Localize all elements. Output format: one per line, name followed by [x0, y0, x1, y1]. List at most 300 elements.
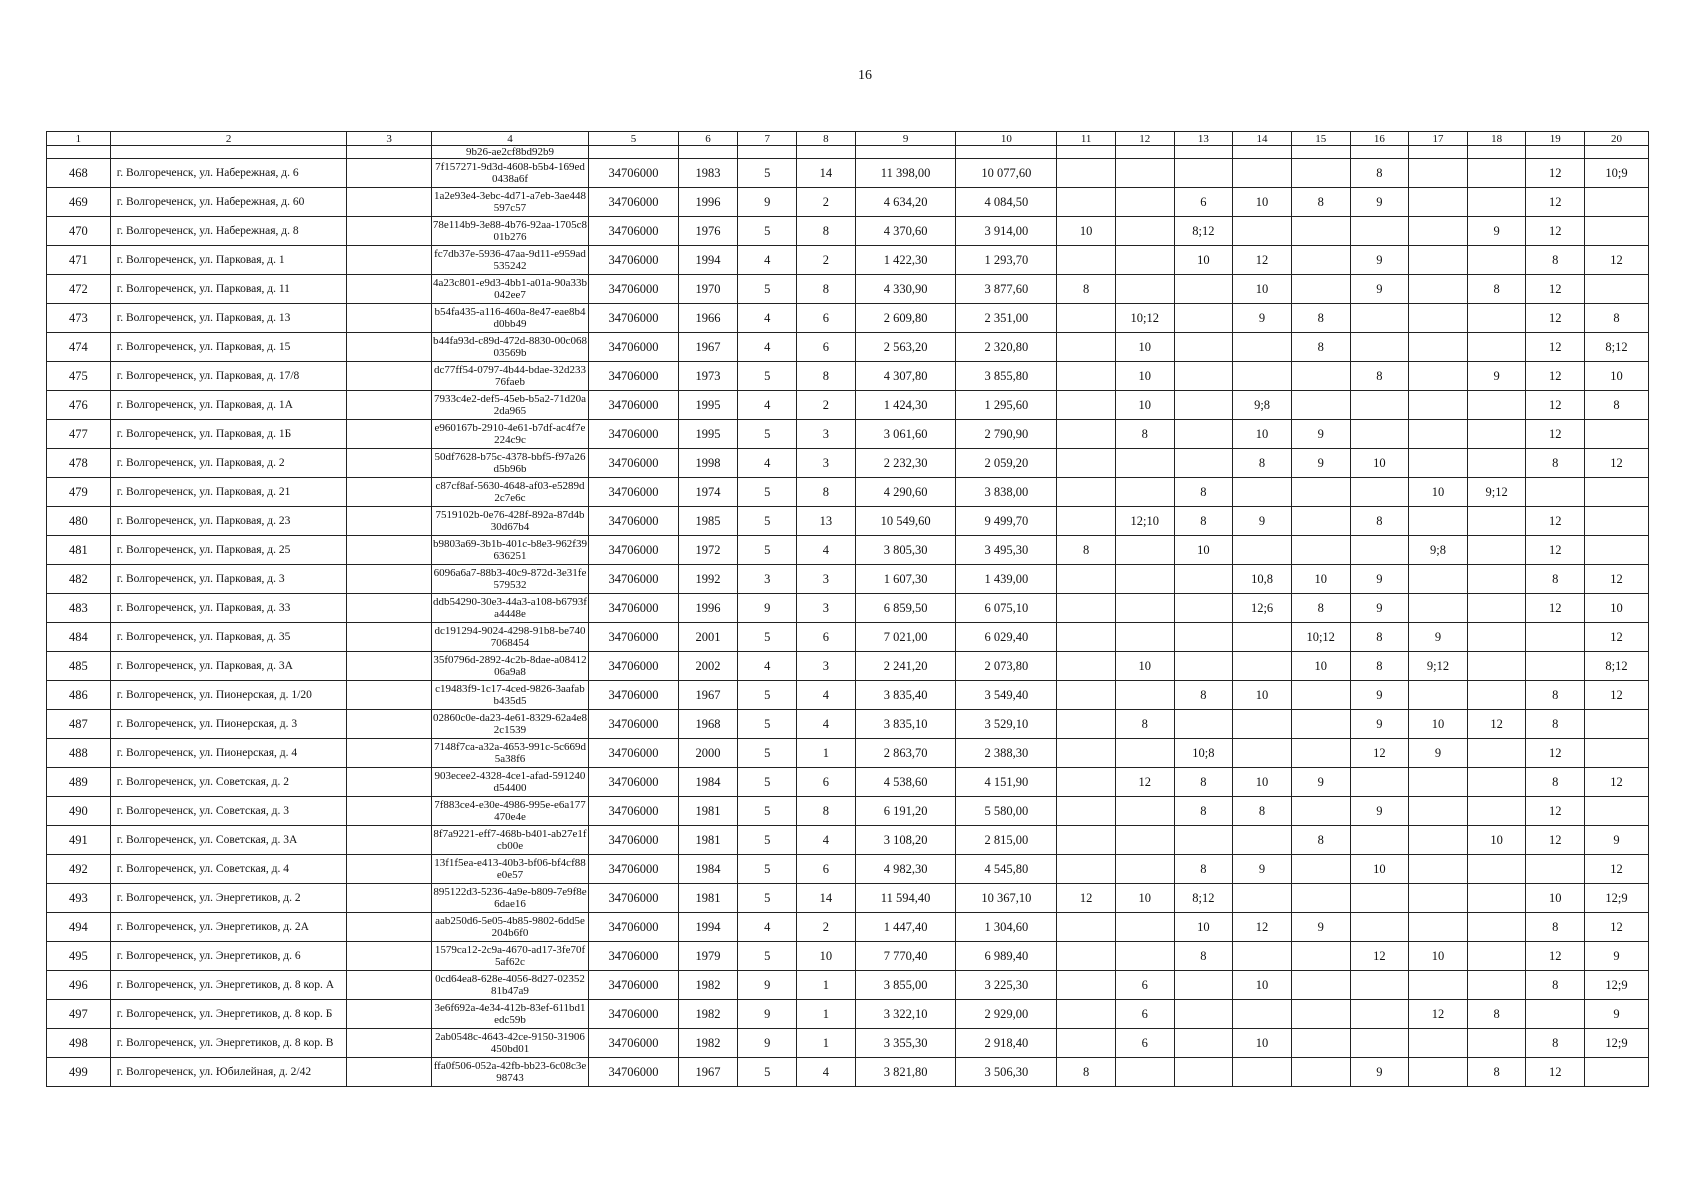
- table-cell: [1467, 449, 1526, 478]
- residential-area-cell: 3 549,40: [956, 681, 1057, 710]
- table-cell: [1174, 826, 1233, 855]
- table-cell: [347, 188, 431, 217]
- table-cell: [1409, 884, 1468, 913]
- year-cell: 1974: [678, 478, 738, 507]
- table-cell: [1174, 594, 1233, 623]
- entrances-cell: 14: [797, 884, 856, 913]
- residential-area-cell: 4 151,90: [956, 768, 1057, 797]
- oktmo-cell: 34706000: [589, 420, 679, 449]
- table-cell: [1291, 1058, 1350, 1087]
- table-cell: 12: [1526, 420, 1585, 449]
- table-cell: 9: [1409, 623, 1468, 652]
- floors-cell: 4: [738, 246, 797, 275]
- table-cell: 9: [1233, 855, 1292, 884]
- table-cell: [1057, 333, 1116, 362]
- year-cell: 1967: [678, 681, 738, 710]
- table-cell: [1409, 304, 1468, 333]
- total-area-cell: 3 821,80: [855, 1058, 956, 1087]
- total-area-cell: 3 061,60: [855, 420, 956, 449]
- table-cell: 8: [1291, 304, 1350, 333]
- table-cell: [1174, 362, 1233, 391]
- table-cell: [1467, 681, 1526, 710]
- year-cell: 1985: [678, 507, 738, 536]
- residential-area-cell: 3 877,60: [956, 275, 1057, 304]
- entrances-cell: 10: [797, 942, 856, 971]
- row-number-cell: 484: [47, 623, 111, 652]
- table-cell: [1409, 333, 1468, 362]
- table-cell: [1057, 146, 1116, 159]
- guid-cell: 7f883ce4-e30e-4986-995e-e6a177470e4e: [431, 797, 588, 826]
- table-cell: [1409, 913, 1468, 942]
- table-cell: [1409, 275, 1468, 304]
- table-cell: 10;12: [1291, 623, 1350, 652]
- floors-cell: 9: [738, 1029, 797, 1058]
- year-cell: 1992: [678, 565, 738, 594]
- table-cell: [1291, 362, 1350, 391]
- year-cell: 1968: [678, 710, 738, 739]
- row-number-cell: 494: [47, 913, 111, 942]
- table-row: [47, 420, 1649, 449]
- table-cell: 12: [1526, 942, 1585, 971]
- table-cell: [1409, 1029, 1468, 1058]
- address-cell: г. Волгореченск, ул. Парковая, д. 17/8: [110, 362, 347, 391]
- table-cell: [1526, 623, 1585, 652]
- table-cell: [1409, 188, 1468, 217]
- floors-cell: 9: [738, 594, 797, 623]
- column-header: 2: [110, 132, 347, 146]
- table-cell: [1057, 826, 1116, 855]
- table-cell: [1585, 797, 1649, 826]
- table-cell: 9: [1291, 768, 1350, 797]
- address-cell: г. Волгореченск, ул. Энергетиков, д. 8 кор. А: [110, 971, 347, 1000]
- table-row: [47, 768, 1649, 797]
- table-cell: 8: [1057, 536, 1116, 565]
- address-cell: г. Волгореченск, ул. Парковая, д. 1А: [110, 391, 347, 420]
- table-cell: 10: [1233, 188, 1292, 217]
- table-row: [47, 217, 1649, 246]
- table-cell: [1291, 507, 1350, 536]
- residential-area-cell: 4 545,80: [956, 855, 1057, 884]
- table-cell: [1291, 159, 1350, 188]
- entrances-cell: 14: [797, 159, 856, 188]
- year-cell: 1979: [678, 942, 738, 971]
- floors-cell: 5: [738, 159, 797, 188]
- table-cell: 12: [1526, 333, 1585, 362]
- table-cell: [1409, 420, 1468, 449]
- table-cell: 8: [1174, 797, 1233, 826]
- guid-cell: c87cf8af-5630-4648-af03-e5289d2c7e6c: [431, 478, 588, 507]
- table-cell: 12: [1526, 304, 1585, 333]
- year-cell: 1995: [678, 391, 738, 420]
- table-cell: [1467, 739, 1526, 768]
- table-cell: 12: [1115, 768, 1174, 797]
- oktmo-cell: 34706000: [589, 304, 679, 333]
- table-cell: 12: [1526, 739, 1585, 768]
- residential-area-cell: 3 495,30: [956, 536, 1057, 565]
- entrances-cell: 1: [797, 971, 856, 1000]
- residential-area-cell: 1 295,60: [956, 391, 1057, 420]
- table-cell: [1115, 536, 1174, 565]
- entrances-cell: 3: [797, 652, 856, 681]
- row-number-cell: 487: [47, 710, 111, 739]
- table-row: [47, 739, 1649, 768]
- table-cell: [1291, 942, 1350, 971]
- residential-area-cell: 3 855,80: [956, 362, 1057, 391]
- table-cell: [1467, 188, 1526, 217]
- table-cell: 10: [1233, 971, 1292, 1000]
- table-cell: [347, 362, 431, 391]
- table-cell: [347, 217, 431, 246]
- table-cell: 12: [1526, 188, 1585, 217]
- table-cell: 10: [1115, 884, 1174, 913]
- table-row: [47, 942, 1649, 971]
- table-cell: [797, 146, 856, 159]
- floors-cell: 3: [738, 565, 797, 594]
- table-cell: 8: [1350, 362, 1409, 391]
- entrances-cell: 4: [797, 681, 856, 710]
- table-cell: 8: [1174, 507, 1233, 536]
- table-cell: [1526, 1000, 1585, 1029]
- address-cell: г. Волгореченск, ул. Парковая, д. 1Б: [110, 420, 347, 449]
- table-cell: [1174, 971, 1233, 1000]
- table-cell: [1350, 536, 1409, 565]
- oktmo-cell: 34706000: [589, 188, 679, 217]
- table-cell: [347, 1029, 431, 1058]
- table-cell: 10: [1174, 536, 1233, 565]
- table-cell: [1057, 246, 1116, 275]
- table-cell: [1467, 971, 1526, 1000]
- table-cell: 8: [1233, 449, 1292, 478]
- table-cell: [347, 739, 431, 768]
- housing-register-table: [46, 131, 1649, 1087]
- residential-area-cell: 3 225,30: [956, 971, 1057, 1000]
- total-area-cell: 1 607,30: [855, 565, 956, 594]
- address-cell: г. Волгореченск, ул. Пионерская, д. 4: [110, 739, 347, 768]
- table-cell: 10: [1057, 217, 1116, 246]
- floors-cell: 5: [738, 507, 797, 536]
- table-cell: 8: [1291, 594, 1350, 623]
- table-cell: 8: [1585, 304, 1649, 333]
- table-cell: 10: [1585, 594, 1649, 623]
- total-area-cell: 3 835,10: [855, 710, 956, 739]
- entrances-cell: 8: [797, 362, 856, 391]
- table-cell: 9: [1233, 304, 1292, 333]
- residential-area-cell: 1 439,00: [956, 565, 1057, 594]
- total-area-cell: 2 232,30: [855, 449, 956, 478]
- total-area-cell: 2 241,20: [855, 652, 956, 681]
- residential-area-cell: 10 077,60: [956, 159, 1057, 188]
- entrances-cell: 2: [797, 188, 856, 217]
- year-cell: 1984: [678, 855, 738, 884]
- table-cell: 9: [1291, 449, 1350, 478]
- table-cell: [1350, 1029, 1409, 1058]
- address-cell: г. Волгореченск, ул. Юбилейная, д. 2/42: [110, 1058, 347, 1087]
- table-cell: 8: [1526, 681, 1585, 710]
- table-cell: 9: [1350, 1058, 1409, 1087]
- table-cell: [1115, 826, 1174, 855]
- table-cell: [1233, 362, 1292, 391]
- table-cell: [1291, 146, 1350, 159]
- residential-area-cell: 6 075,10: [956, 594, 1057, 623]
- table-row: [47, 971, 1649, 1000]
- guid-cell: 2ab0548c-4643-42ce-9150-31906450bd01: [431, 1029, 588, 1058]
- entrances-cell: 8: [797, 478, 856, 507]
- table-cell: 8: [1350, 159, 1409, 188]
- table-cell: [1174, 146, 1233, 159]
- guid-cell: b9803a69-3b1b-401c-b8e3-962f39636251: [431, 536, 588, 565]
- table-cell: [1409, 681, 1468, 710]
- table-cell: [1057, 710, 1116, 739]
- table-row: [47, 797, 1649, 826]
- table-cell: [347, 826, 431, 855]
- floors-cell: 4: [738, 652, 797, 681]
- guid-cell: 35f0796d-2892-4c2b-8dae-a0841206a9a8: [431, 652, 588, 681]
- table-cell: 8: [1467, 1000, 1526, 1029]
- table-cell: [1467, 536, 1526, 565]
- table-cell: 12: [1526, 536, 1585, 565]
- table-cell: 10: [1233, 275, 1292, 304]
- address-cell: г. Волгореченск, ул. Советская, д. 2: [110, 768, 347, 797]
- address-cell: г. Волгореченск, ул. Парковая, д. 23: [110, 507, 347, 536]
- total-area-cell: 1 447,40: [855, 913, 956, 942]
- table-cell: [1350, 884, 1409, 913]
- guid-cell: 3e6f692a-4e34-412b-83ef-611bd1edc59b: [431, 1000, 588, 1029]
- table-cell: 10: [1115, 652, 1174, 681]
- guid-cell: 903ecee2-4328-4ce1-afad-591240d54400: [431, 768, 588, 797]
- table-cell: 9: [1467, 217, 1526, 246]
- total-area-cell: 3 108,20: [855, 826, 956, 855]
- table-cell: [347, 594, 431, 623]
- year-cell: 1967: [678, 1058, 738, 1087]
- table-cell: 12: [1526, 594, 1585, 623]
- table-cell: 12: [1526, 507, 1585, 536]
- continuation-guid-cell: 9b26-ae2cf8bd92b9: [431, 146, 588, 159]
- total-area-cell: 4 307,80: [855, 362, 956, 391]
- year-cell: 1994: [678, 913, 738, 942]
- column-header: 18: [1467, 132, 1526, 146]
- table-cell: 10: [1350, 855, 1409, 884]
- table-cell: [855, 146, 956, 159]
- table-cell: [1174, 449, 1233, 478]
- table-cell: [1409, 362, 1468, 391]
- table-cell: 9;8: [1233, 391, 1292, 420]
- entrances-cell: 4: [797, 710, 856, 739]
- floors-cell: 9: [738, 971, 797, 1000]
- year-cell: 1972: [678, 536, 738, 565]
- row-number-cell: 492: [47, 855, 111, 884]
- oktmo-cell: 34706000: [589, 159, 679, 188]
- year-cell: 1970: [678, 275, 738, 304]
- table-cell: 12: [1350, 739, 1409, 768]
- table-cell: 12;9: [1585, 1029, 1649, 1058]
- guid-cell: 13f1f5ea-e413-40b3-bf06-bf4cf88e0e57: [431, 855, 588, 884]
- table-cell: 8: [1174, 942, 1233, 971]
- floors-cell: 4: [738, 391, 797, 420]
- table-row: [47, 246, 1649, 275]
- entrances-cell: 8: [797, 797, 856, 826]
- table-cell: [1409, 246, 1468, 275]
- table-cell: 10: [1174, 246, 1233, 275]
- oktmo-cell: 34706000: [589, 739, 679, 768]
- table-cell: [1409, 565, 1468, 594]
- table-cell: 8: [1115, 420, 1174, 449]
- floors-cell: 5: [738, 1058, 797, 1087]
- table-cell: 12: [1057, 884, 1116, 913]
- table-cell: 8: [1350, 507, 1409, 536]
- table-cell: 6: [1115, 971, 1174, 1000]
- table-cell: [1115, 478, 1174, 507]
- table-cell: [347, 971, 431, 1000]
- table-cell: [1174, 1000, 1233, 1029]
- table-cell: [1585, 739, 1649, 768]
- guid-cell: 50df7628-b75c-4378-bbf5-f97a26d5b96b: [431, 449, 588, 478]
- table-cell: [1350, 971, 1409, 1000]
- table-cell: 12: [1585, 623, 1649, 652]
- table-cell: [1174, 420, 1233, 449]
- column-header: 7: [738, 132, 797, 146]
- address-cell: г. Волгореченск, ул. Набережная, д. 6: [110, 159, 347, 188]
- table-cell: [1291, 739, 1350, 768]
- guid-cell: ffa0f506-052a-42fb-bb23-6c08c3e98743: [431, 1058, 588, 1087]
- table-cell: [1115, 565, 1174, 594]
- table-cell: [1174, 333, 1233, 362]
- residential-area-cell: 10 367,10: [956, 884, 1057, 913]
- table-cell: 9: [1409, 739, 1468, 768]
- table-cell: [1350, 420, 1409, 449]
- table-cell: 12: [1409, 1000, 1468, 1029]
- table-row: [47, 884, 1649, 913]
- guid-cell: 895122d3-5236-4a9e-b809-7e9f8e6dae16: [431, 884, 588, 913]
- year-cell: 1982: [678, 971, 738, 1000]
- table-cell: [1350, 217, 1409, 246]
- oktmo-cell: 34706000: [589, 391, 679, 420]
- floors-cell: 4: [738, 449, 797, 478]
- address-cell: г. Волгореченск, ул. Парковая, д. 33: [110, 594, 347, 623]
- table-cell: [1585, 275, 1649, 304]
- year-cell: 1984: [678, 768, 738, 797]
- table-cell: [1233, 217, 1292, 246]
- residential-area-cell: 2 790,90: [956, 420, 1057, 449]
- guid-cell: 1a2e93e4-3ebc-4d71-a7eb-3ae448597c57: [431, 188, 588, 217]
- floors-cell: 5: [738, 855, 797, 884]
- table-row: [47, 304, 1649, 333]
- guid-cell: fc7db37e-5936-47aa-9d11-e959ad535242: [431, 246, 588, 275]
- guid-cell: b44fa93d-c89d-472d-8830-00c06803569b: [431, 333, 588, 362]
- oktmo-cell: 34706000: [589, 710, 679, 739]
- guid-cell: 6096a6a7-88b3-40c9-872d-3e31fe579532: [431, 565, 588, 594]
- table-cell: 12: [1526, 159, 1585, 188]
- floors-cell: 5: [738, 768, 797, 797]
- table-cell: [347, 420, 431, 449]
- residential-area-cell: 1 304,60: [956, 913, 1057, 942]
- row-number-cell: 486: [47, 681, 111, 710]
- oktmo-cell: 34706000: [589, 1029, 679, 1058]
- table-cell: [1057, 449, 1116, 478]
- table-cell: [738, 146, 797, 159]
- row-number-cell: 473: [47, 304, 111, 333]
- total-area-cell: 7 770,40: [855, 942, 956, 971]
- column-header: 11: [1057, 132, 1116, 146]
- guid-cell: dc77ff54-0797-4b44-bdae-32d23376faeb: [431, 362, 588, 391]
- table-cell: [1115, 913, 1174, 942]
- address-cell: г. Волгореченск, ул. Советская, д. 3А: [110, 826, 347, 855]
- table-cell: [1409, 1058, 1468, 1087]
- address-cell: г. Волгореченск, ул. Парковая, д. 1: [110, 246, 347, 275]
- year-cell: 2001: [678, 623, 738, 652]
- table-cell: [1233, 739, 1292, 768]
- address-cell: г. Волгореченск, ул. Парковая, д. 3А: [110, 652, 347, 681]
- table-cell: [1115, 942, 1174, 971]
- table-cell: 12: [1585, 246, 1649, 275]
- oktmo-cell: 34706000: [589, 449, 679, 478]
- total-area-cell: 2 609,80: [855, 304, 956, 333]
- table-cell: 10: [1233, 768, 1292, 797]
- guid-cell: e960167b-2910-4e61-b7df-ac4f7e224c9c: [431, 420, 588, 449]
- table-cell: [347, 507, 431, 536]
- residential-area-cell: 5 580,00: [956, 797, 1057, 826]
- table-cell: 9: [1467, 362, 1526, 391]
- total-area-cell: 11 398,00: [855, 159, 956, 188]
- residential-area-cell: 3 914,00: [956, 217, 1057, 246]
- row-number-cell: 481: [47, 536, 111, 565]
- table-cell: [1291, 1029, 1350, 1058]
- table-row: [47, 565, 1649, 594]
- table-row: [47, 681, 1649, 710]
- table-cell: [1174, 623, 1233, 652]
- guid-cell: 8f7a9221-eff7-468b-b401-ab27e1fcb00e: [431, 826, 588, 855]
- table-cell: [1057, 855, 1116, 884]
- table-row: [47, 710, 1649, 739]
- table-cell: [1291, 1000, 1350, 1029]
- table-cell: [1233, 710, 1292, 739]
- table-cell: 12: [1526, 826, 1585, 855]
- table-cell: [1174, 652, 1233, 681]
- table-cell: [1233, 826, 1292, 855]
- table-cell: 10;9: [1585, 159, 1649, 188]
- table-cell: [1057, 623, 1116, 652]
- table-cell: 12;10: [1115, 507, 1174, 536]
- entrances-cell: 6: [797, 768, 856, 797]
- table-cell: 12: [1233, 246, 1292, 275]
- table-cell: [1585, 536, 1649, 565]
- table-cell: 12: [1526, 362, 1585, 391]
- table-cell: 9: [1291, 420, 1350, 449]
- table-cell: [1115, 146, 1174, 159]
- table-cell: [1467, 884, 1526, 913]
- year-cell: 1976: [678, 217, 738, 246]
- table-cell: [1409, 507, 1468, 536]
- table-cell: 8: [1174, 681, 1233, 710]
- table-cell: 9: [1350, 797, 1409, 826]
- table-cell: [1467, 942, 1526, 971]
- total-area-cell: 6 859,50: [855, 594, 956, 623]
- address-cell: г. Волгореченск, ул. Парковая, д. 11: [110, 275, 347, 304]
- address-cell: г. Волгореченск, ул. Парковая, д. 35: [110, 623, 347, 652]
- oktmo-cell: 34706000: [589, 275, 679, 304]
- table-cell: [1057, 1029, 1116, 1058]
- table-cell: [678, 146, 738, 159]
- column-header: 20: [1585, 132, 1649, 146]
- residential-area-cell: 3 529,10: [956, 710, 1057, 739]
- table-row: [47, 391, 1649, 420]
- entrances-cell: 6: [797, 855, 856, 884]
- table-cell: [1409, 217, 1468, 246]
- table-cell: [347, 768, 431, 797]
- table-cell: 12: [1526, 275, 1585, 304]
- address-cell: г. Волгореченск, ул. Парковая, д. 2: [110, 449, 347, 478]
- guid-cell: 7519102b-0e76-428f-892a-87d4b30d67b4: [431, 507, 588, 536]
- table-row: [47, 826, 1649, 855]
